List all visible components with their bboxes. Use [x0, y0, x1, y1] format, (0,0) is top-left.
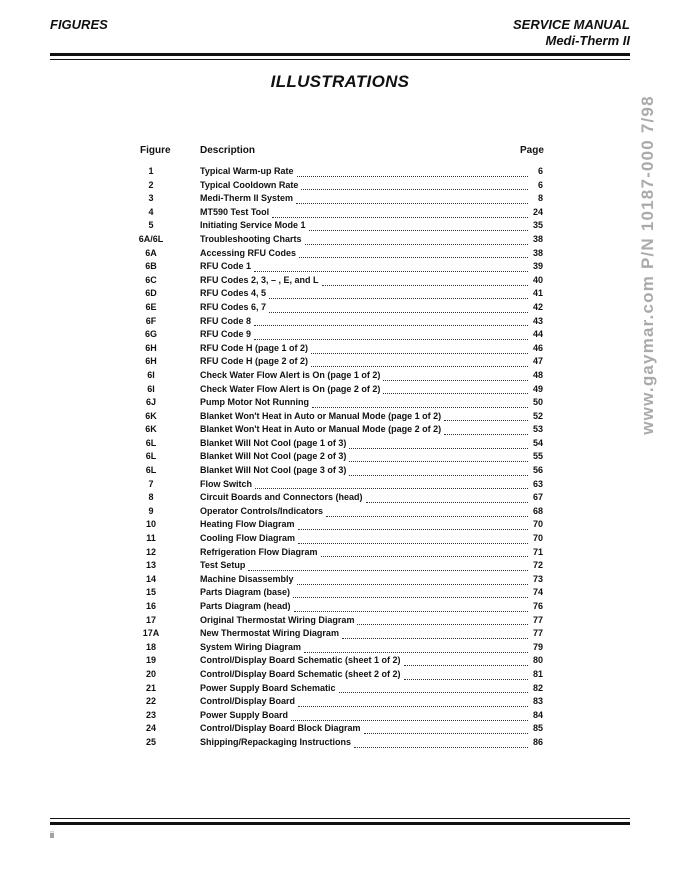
figure-number: 6I: [147, 369, 155, 380]
toc-entry: [131, 316, 543, 330]
figure-number: 6K: [145, 410, 157, 421]
figure-number: 5: [148, 220, 154, 231]
dot-leader: [297, 169, 528, 177]
page-reference: 55: [532, 451, 543, 462]
toc-entry: [131, 397, 543, 411]
dot-leader: [309, 223, 528, 231]
figure-number: 22: [145, 696, 156, 707]
figure-description: Shipping/Repackaging Instructions: [200, 736, 352, 747]
figure-description: Parts Diagram (base): [200, 587, 291, 598]
figure-number: 6I: [147, 383, 155, 394]
dot-leader: [296, 196, 528, 204]
column-header-description: Description: [200, 145, 256, 156]
toc-entry: [131, 492, 543, 506]
figure-description: Control/Display Board Block Diagram: [200, 723, 361, 734]
figure-description: Heating Flow Diagram: [200, 519, 295, 530]
figure-number: 2: [148, 179, 154, 190]
dot-leader: [404, 658, 528, 666]
figure-number: 25: [145, 736, 156, 747]
figure-description: Flow Switch: [200, 478, 253, 489]
toc-entry: [131, 451, 543, 465]
toc-entry: [131, 166, 543, 180]
figure-number: 6H: [145, 342, 157, 353]
header-rule-thin: [50, 59, 630, 60]
figure-description: Original Thermostat Wiring Diagram: [200, 614, 355, 625]
toc-entry: [131, 519, 543, 533]
figure-description: MT590 Test Tool: [200, 206, 270, 217]
dot-leader: [305, 237, 528, 245]
figure-number: 6L: [145, 451, 157, 462]
page-reference: 84: [532, 709, 543, 720]
illustrations-list: [131, 166, 543, 751]
page-reference: 74: [532, 587, 543, 598]
figure-number: 16: [145, 601, 156, 611]
page-reference: 56: [532, 465, 543, 476]
figure-number: 6L: [145, 465, 157, 476]
figure-number: 24: [145, 723, 156, 734]
figure-number: 18: [145, 641, 156, 652]
figure-number: 6B: [145, 261, 157, 272]
page-reference: 38: [532, 247, 543, 258]
figure-description: Blanket Won't Heat in Auto or Manual Mode (page 2 of 2): [200, 424, 442, 435]
page-reference: 67: [532, 492, 543, 503]
figure-number: 3: [148, 193, 154, 204]
figure-number: 9: [148, 505, 154, 516]
page-reference: 63: [532, 478, 543, 489]
figure-description: Control/Display Board Schematic (sheet 1 of 2): [200, 655, 401, 666]
page-reference: 83: [532, 696, 543, 707]
page-title: ILLUSTRATIONS: [270, 72, 410, 91]
dot-leader: [383, 386, 528, 394]
column-header-figure: Figure: [140, 145, 171, 156]
toc-entry: [131, 411, 543, 425]
dot-leader: [297, 577, 528, 585]
toc-entry: [131, 696, 543, 710]
page-reference: 48: [532, 369, 543, 380]
dot-leader: [304, 645, 528, 653]
toc-entry: [131, 601, 543, 615]
toc-entry: [131, 642, 543, 656]
figure-number: 15: [145, 587, 156, 598]
page-reference: 76: [532, 601, 543, 611]
figure-description: Control/Display Board Schematic (sheet 2 of 2): [200, 668, 401, 679]
dot-leader: [301, 182, 528, 190]
section-label: FIGURES: [50, 17, 108, 32]
dot-leader: [349, 454, 528, 462]
figure-number: 6J: [145, 397, 156, 408]
figure-number: 19: [145, 655, 156, 666]
toc-entry: [131, 615, 543, 629]
dot-leader: [254, 318, 528, 326]
dot-leader: [254, 332, 528, 340]
page-reference: 49: [532, 383, 543, 394]
dot-leader: [322, 278, 528, 286]
figure-number: 17A: [142, 628, 160, 639]
figure-description: Troubleshooting Charts: [200, 233, 302, 244]
toc-entry: [131, 220, 543, 234]
page-reference: 86: [532, 736, 543, 747]
dot-leader: [342, 631, 528, 639]
page-reference: 80: [532, 655, 543, 666]
figure-description: Initiating Service Mode 1: [200, 220, 306, 231]
page-reference: 47: [532, 356, 543, 367]
figure-description: RFU Code H (page 2 of 2): [200, 356, 309, 367]
figure-description: RFU Codes 6, 7: [200, 301, 267, 312]
dot-leader: [444, 427, 528, 435]
page-reference: 8: [537, 193, 543, 204]
figure-description: Test Setup: [200, 560, 246, 571]
toc-entry: [131, 180, 543, 194]
figure-description: Typical Warm-up Rate: [200, 166, 294, 176]
manual-header: [513, 17, 630, 49]
figure-description: Check Water Flow Alert is On (page 2 of 2): [200, 383, 381, 394]
figure-description: RFU Codes 4, 5: [200, 288, 267, 299]
page-reference: 46: [532, 342, 543, 353]
toc-entry: [131, 248, 543, 262]
dot-leader: [321, 549, 528, 557]
page-reference: 6: [537, 166, 543, 176]
figure-number: 7: [148, 478, 154, 489]
figure-description: Control/Display Board: [200, 696, 296, 707]
figure-description: Operator Controls/Indicators: [200, 505, 324, 516]
figure-description: Accessing RFU Codes: [200, 247, 297, 258]
dot-leader: [349, 441, 528, 449]
page-reference: 82: [532, 682, 543, 693]
toc-entry: [131, 261, 543, 275]
toc-entry: [131, 207, 543, 221]
toc-entry: [131, 424, 543, 438]
figure-description: Blanket Will Not Cool (page 1 of 3): [200, 437, 347, 448]
dot-leader: [326, 509, 528, 517]
page-reference: 38: [532, 233, 543, 244]
page-reference: 24: [532, 206, 543, 217]
figure-description: Blanket Will Not Cool (page 3 of 3): [200, 465, 347, 476]
dot-leader: [298, 699, 528, 707]
page-reference: 72: [532, 560, 543, 571]
toc-entry: [131, 669, 543, 683]
toc-entry: [131, 356, 543, 370]
toc-entry: [131, 193, 543, 207]
figure-description: Power Supply Board Schematic: [200, 682, 336, 693]
dot-leader: [339, 685, 528, 693]
dot-leader: [269, 291, 528, 299]
dot-leader: [248, 563, 528, 571]
figure-description: Typical Cooldown Rate: [200, 179, 299, 190]
toc-entry: [131, 574, 543, 588]
figure-number: 6A: [145, 247, 157, 258]
toc-entry: [131, 275, 543, 289]
toc-entry: [131, 683, 543, 697]
page-reference: 53: [532, 424, 543, 435]
figure-number: 4: [148, 206, 154, 217]
figure-description: Machine Disassembly: [200, 573, 294, 584]
toc-entry: [131, 723, 543, 737]
page-reference: 79: [532, 641, 543, 652]
figure-description: RFU Code 9: [200, 329, 252, 340]
column-header-page: Page: [520, 145, 544, 156]
figure-number: 10: [145, 519, 156, 530]
page-reference: 71: [532, 546, 543, 557]
toc-entry: [131, 370, 543, 384]
figure-number: 12: [145, 546, 156, 557]
page-reference: 44: [532, 329, 543, 340]
page-number: ii: [50, 830, 54, 840]
figure-description: Pump Motor Not Running: [200, 397, 309, 408]
toc-entry: [131, 288, 543, 302]
dot-leader: [298, 522, 528, 530]
dot-leader: [293, 590, 528, 598]
figure-number: 20: [145, 668, 156, 679]
page-reference: 52: [532, 410, 543, 421]
page-reference: 43: [532, 315, 543, 326]
page-reference: 85: [532, 723, 543, 734]
page-reference: 73: [532, 573, 543, 584]
dot-leader: [299, 250, 528, 258]
footer-rule-thick: [50, 822, 630, 825]
figure-number: 6A/6L: [138, 233, 164, 244]
dot-leader: [383, 373, 528, 381]
page-reference: 6: [537, 179, 543, 190]
page-reference: 77: [532, 614, 543, 625]
page-reference: 70: [532, 519, 543, 530]
dot-leader: [254, 264, 528, 272]
toc-entry: [131, 628, 543, 642]
dot-leader: [255, 481, 528, 489]
dot-leader: [312, 400, 528, 408]
figure-description: Circuit Boards and Connectors (head): [200, 492, 363, 503]
header-rule-thick: [50, 53, 630, 56]
toc-entry: [131, 234, 543, 248]
figure-description: Refrigeration Flow Diagram: [200, 546, 318, 557]
dot-leader: [311, 359, 528, 367]
figure-number: 1: [148, 166, 154, 176]
figure-description: System Wiring Diagram: [200, 641, 301, 652]
dot-leader: [272, 210, 528, 218]
figure-description: Cooling Flow Diagram: [200, 533, 296, 544]
figure-number: 23: [145, 709, 156, 720]
dot-leader: [404, 672, 528, 680]
dot-leader: [294, 604, 528, 612]
side-watermark-text: www.gaymar.com P/N 10187-000 7/98: [638, 95, 657, 435]
figure-number: 13: [145, 560, 156, 571]
figure-number: 6F: [145, 315, 157, 326]
page-reference: 81: [532, 668, 543, 679]
figure-number: 17: [145, 614, 156, 625]
page-reference: 54: [532, 437, 543, 448]
product-name: Medi-Therm II: [545, 33, 630, 48]
page-reference: 39: [532, 261, 543, 272]
figure-number: 6E: [145, 301, 157, 312]
footer-rule-thin: [50, 818, 630, 819]
toc-entry: [131, 533, 543, 547]
toc-entry: [131, 343, 543, 357]
dot-leader: [349, 468, 528, 476]
figure-description: Medi-Therm II System: [200, 193, 294, 204]
toc-entry: [131, 547, 543, 561]
toc-entry: [131, 710, 543, 724]
dot-leader: [311, 346, 528, 354]
figure-number: 6K: [145, 424, 157, 435]
page-reference: 77: [532, 628, 543, 639]
figure-description: RFU Code H (page 1 of 2): [200, 342, 309, 353]
dot-leader: [354, 740, 528, 748]
dot-leader: [366, 495, 528, 503]
page-reference: 50: [532, 397, 543, 408]
figure-number: 6H: [145, 356, 157, 367]
figure-number: 8: [148, 492, 154, 503]
page-reference: 35: [532, 220, 543, 231]
figure-description: RFU Code 8: [200, 315, 252, 326]
figure-number: 6L: [145, 437, 157, 448]
toc-entry: [131, 506, 543, 520]
toc-entry: [131, 560, 543, 574]
manual-title: SERVICE MANUAL: [512, 17, 630, 32]
figure-description: Blanket Will Not Cool (page 2 of 3): [200, 451, 347, 462]
page-reference: 42: [532, 301, 543, 312]
toc-entry: [131, 655, 543, 669]
figure-number: 11: [146, 533, 156, 544]
figure-description: Blanket Won't Heat in Auto or Manual Mode (page 1 of 2): [200, 410, 442, 421]
page-reference: 68: [532, 505, 543, 516]
dot-leader: [269, 305, 528, 313]
figure-description: Parts Diagram (head): [200, 601, 291, 611]
toc-entry: [131, 737, 543, 751]
dot-leader: [364, 726, 528, 734]
toc-entry: [131, 329, 543, 343]
figure-description: New Thermostat Wiring Diagram: [200, 628, 339, 639]
dot-leader: [298, 536, 528, 544]
figure-description: RFU Codes 2, 3, – , E, and L: [200, 274, 319, 285]
dot-leader: [291, 713, 528, 721]
toc-entry: [131, 302, 543, 316]
figure-number: 14: [145, 573, 156, 584]
toc-entry: [131, 384, 543, 398]
figure-description: Check Water Flow Alert is On (page 1 of 2): [200, 369, 381, 380]
toc-entry: [131, 465, 543, 479]
figure-number: 21: [145, 682, 156, 693]
figure-number: 6G: [144, 329, 157, 340]
toc-entry: [131, 438, 543, 452]
page-reference: 70: [532, 533, 543, 544]
dot-leader: [444, 413, 528, 421]
toc-entry: [131, 587, 543, 601]
dot-leader: [357, 617, 528, 625]
toc-entry: [131, 479, 543, 493]
figure-number: 6D: [145, 288, 157, 299]
figure-number: 6C: [145, 274, 157, 285]
page-reference: 41: [532, 288, 543, 299]
figure-description: Power Supply Board: [200, 709, 289, 720]
figure-description: RFU Code 1: [200, 261, 252, 272]
page-reference: 40: [532, 274, 543, 285]
